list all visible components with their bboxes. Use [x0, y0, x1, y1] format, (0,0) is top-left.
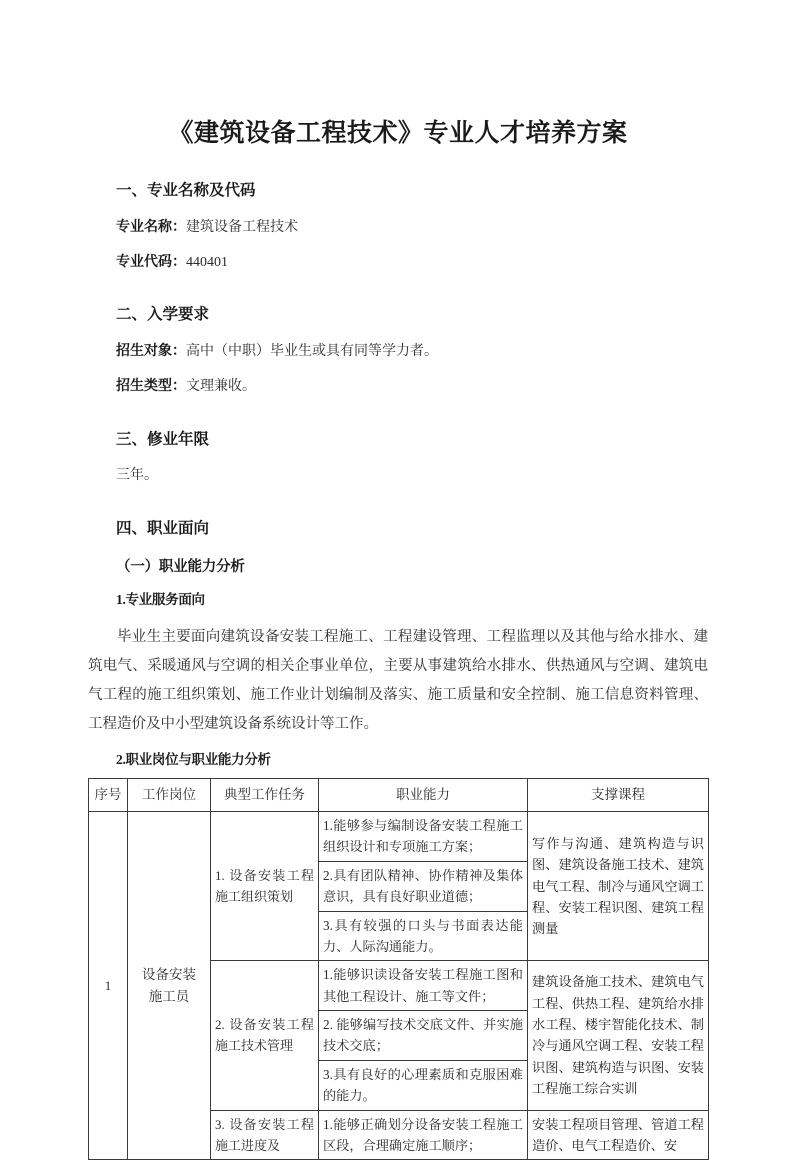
cell-index: 1 — [89, 812, 128, 1160]
section-heading-1: 一、专业名称及代码 — [116, 182, 256, 200]
cell-post — [128, 812, 211, 1160]
enroll-target-label: 招生对象： — [116, 344, 186, 360]
col-header-index: 序号 — [89, 779, 128, 812]
cell-course: 写作与沟通、建筑构造与识图、建筑设备施工技术、建筑电气工程、制冷与通风空调工程、安装工程识图、建筑工程测量 — [528, 812, 709, 961]
job-ability-table — [88, 778, 709, 1160]
cell-task: 1. 设备安装工程施工组织策划 — [211, 812, 319, 961]
cell-ability: 1.能够参与编制设备安装工程施工组织设计和专项施工方案； — [319, 812, 528, 862]
duration-value: 三年。 — [116, 468, 158, 484]
cell-ability: 3.具有较强的口头与书面表达能力、人际沟通能力。 — [319, 911, 528, 961]
subsection-heading-4-1: （一）职业能力分析 — [116, 558, 245, 575]
post-line-1: 设备安装 — [142, 966, 196, 982]
field-major-name — [88, 204, 708, 239]
table-header-row — [89, 779, 709, 812]
major-code-value: 440401 — [186, 254, 228, 270]
enroll-type-label: 招生类型： — [116, 378, 186, 394]
cell-task: 3. 设备安装工程施工进度及 — [211, 1110, 319, 1160]
major-name-value: 建筑设备工程技术 — [186, 220, 298, 236]
post-line-2: 施工员 — [148, 988, 190, 1004]
col-header-task: 典型工作任务 — [211, 779, 319, 812]
table-row — [89, 812, 709, 862]
field-major-code — [88, 239, 708, 274]
cell-course: 建筑设备施工技术、建筑电气工程、供热工程、建筑给水排水工程、楼宇智能化技术、制冷与通风空调工程、安装工程识图、建筑构造与识图、安装工程施工综合实训 — [528, 961, 709, 1110]
enroll-target-value: 高中（中职）毕业生或具有同等学力者。 — [186, 344, 438, 360]
section-heading-2: 二、入学要求 — [116, 306, 210, 324]
section-heading-3: 三、修业年限 — [116, 430, 210, 448]
service-orientation-paragraph: 毕业生主要面向建筑设备安装工程施工、工程建设管理、工程监理以及其他与给水排水、建筑电气、采暖通风与空调的相关企事业单位，主要从事建筑给水排水、供热通风与空调、建筑电气工程的施工组织策划、施工作业计划编制及落实、施工质量和安全控制、施工信息资料管理、工程造价及中小型建筑设备系统设计等工作。 — [88, 628, 708, 732]
cell-ability: 1.能够识读设备安装工程施工图和其他工程设计、施工等文件； — [319, 961, 528, 1011]
col-header-ability: 职业能力 — [319, 779, 528, 812]
subsection-heading-4-1-2: 2.职业岗位与职业能力分析 — [116, 751, 271, 767]
col-header-course: 支撑课程 — [528, 779, 709, 812]
col-header-post: 工作岗位 — [128, 779, 211, 812]
cell-ability: 2. 能够编写技术交底文件、并实施技术交底； — [319, 1011, 528, 1061]
cell-ability: 3.具有良好的心理素质和克服困难的能力。 — [319, 1060, 528, 1110]
cell-ability: 1.能够正确划分设备安装工程施工区段，合理确定施工顺序； — [319, 1110, 528, 1160]
major-name-label: 专业名称： — [116, 220, 186, 236]
major-code-label: 专业代码： — [116, 254, 186, 270]
subsection-heading-4-1-1: 1.专业服务面向 — [116, 592, 205, 608]
page-title: 《建筑设备工程技术》专业人才培养方案 — [168, 120, 628, 147]
table-wrapper — [88, 770, 708, 1160]
cell-task: 2. 设备安装工程施工技术管理 — [211, 961, 319, 1110]
field-enroll-target — [88, 328, 708, 363]
section-heading-4: 四、职业面向 — [116, 520, 210, 538]
enroll-type-value: 文理兼收。 — [186, 378, 256, 394]
field-enroll-type — [88, 363, 708, 398]
cell-ability: 2.具有团队精神、协作精神及集体意识，具有良好职业道德； — [319, 861, 528, 911]
cell-course: 安装工程项目管理、管道工程造价、电气工程造价、安 — [528, 1110, 709, 1160]
page-content — [88, 0, 708, 1160]
